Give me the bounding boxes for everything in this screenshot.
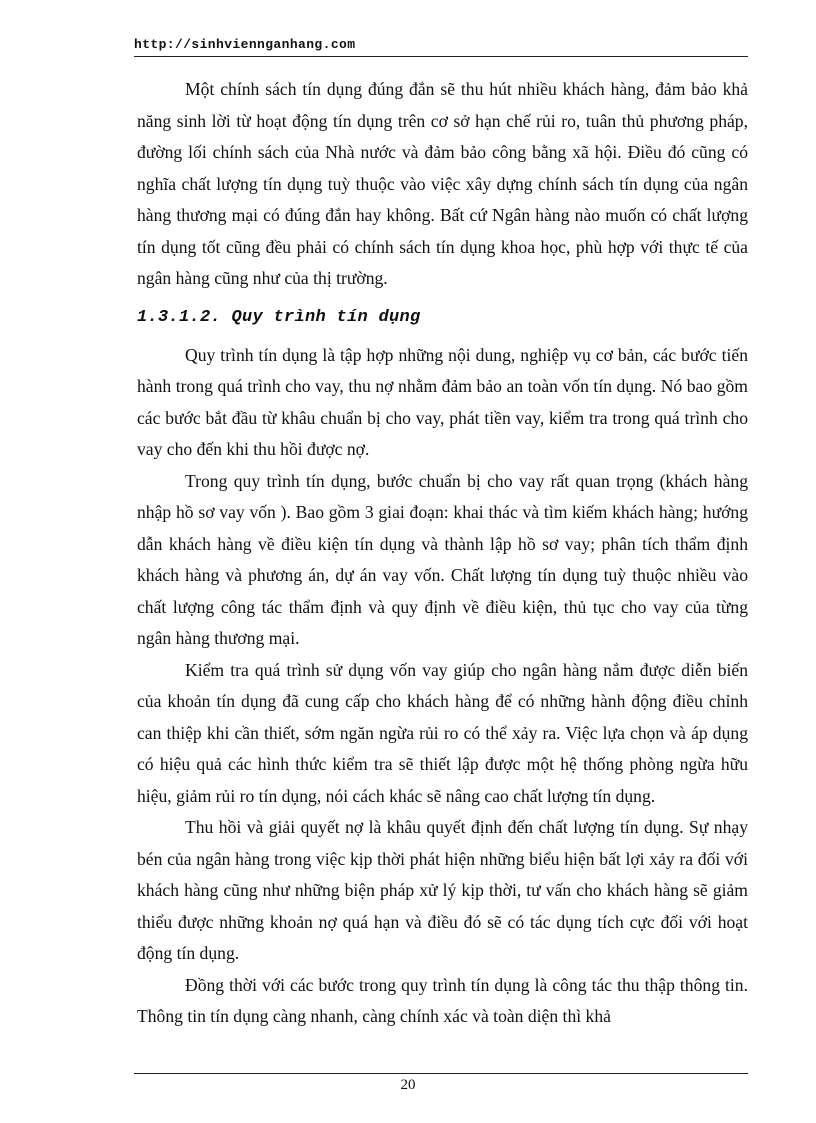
footer-divider [134, 1073, 748, 1074]
paragraph: Kiểm tra quá trình sử dụng vốn vay giúp cho ngân hàng nắm được diễn biến của khoản tín dụng đã cung cấp cho khách hàng để có những hành động điều chỉnh can thiệp khi cần thiết, sớm ngăn ngừa rủi ro có thể xảy ra. Việc lựa chọn và áp dụng có hiệu quả các hình thức kiểm tra sẽ thiết lập được một hệ thống phòng ngừa hữu hiệu, giảm rủi ro tín dụng, nói cách khác sẽ nâng cao chất lượng tín dụng. [137, 659, 748, 806]
paragraph: Một chính sách tín dụng đúng đắn sẽ thu hút nhiều khách hàng, đảm bảo khả năng sinh lời từ hoạt động tín dụng trên cơ sở hạn chế rủi ro, tuân thủ phương pháp, đường lối chính sách của Nhà nước và đảm bảo công bằng xã hội. Điều đó cũng có nghĩa chất lượng tín dụng tuỳ thuộc vào việc xây dựng chính sách tín dụng của ngân hàng thương mại có đúng đắn hay không. Bất cứ Ngân hàng nào muốn có chất lượng tín dụng tốt cũng đều phải có chính sách tín dụng khoa học, phù hợp với thực tế của ngân hàng cũng như của thị trường. [137, 79, 748, 288]
paragraph: Quy trình tín dụng là tập hợp những nội dung, nghiệp vụ cơ bản, các bước tiến hành trong quá trình cho vay, thu nợ nhằm đảm bảo an toàn vốn tín dụng. Nó bao gồm các bước bắt đầu từ khâu chuẩn bị cho vay, phát tiền vay, kiểm tra trong quá trình cho vay cho đến khi thu hồi được nợ. [137, 344, 748, 459]
page-content [137, 74, 748, 1033]
header-url[interactable]: http://sinhviennganhang.com [134, 37, 356, 52]
paragraph: Thu hồi và giải quyết nợ là khâu quyết định đến chất lượng tín dụng. Sự nhạy bén của ngân hàng trong việc kịp thời phát hiện những biểu hiện bất lợi xảy ra đối với khách hàng cũng như những biện pháp xử lý kịp thời, tư vấn cho khách hàng sẽ giảm thiểu được những khoản nợ quá hạn và điều đó sẽ có tác dụng tích cực đối với hoạt động tín dụng. [137, 817, 748, 963]
section-heading: 1.3.1.2. Quy trình tín dụng [137, 307, 421, 327]
paragraph: Trong quy trình tín dụng, bước chuẩn bị cho vay rất quan trọng (khách hàng nhập hồ sơ vay vốn ). Bao gồm 3 giai đoạn: khai thác và tìm kiếm khách hàng; hướng dẫn khách hàng về điều kiện tín dụng và thành lập hồ sơ vay; phân tích thẩm định khách hàng và phương án, dự án vay vốn. Chất lượng tín dụng tuỳ thuộc nhiều vào chất lượng công tác thẩm định và quy định về điều kiện, thủ tục cho vay của từng ngân hàng thương mại. [137, 470, 748, 648]
paragraph: Đồng thời với các bước trong quy trình tín dụng là công tác thu thập thông tin. Thông tin tín dụng càng nhanh, càng chính xác và toàn diện thì khả [137, 974, 748, 1026]
page-number: 20 [400, 1077, 416, 1093]
header-divider [134, 56, 748, 57]
